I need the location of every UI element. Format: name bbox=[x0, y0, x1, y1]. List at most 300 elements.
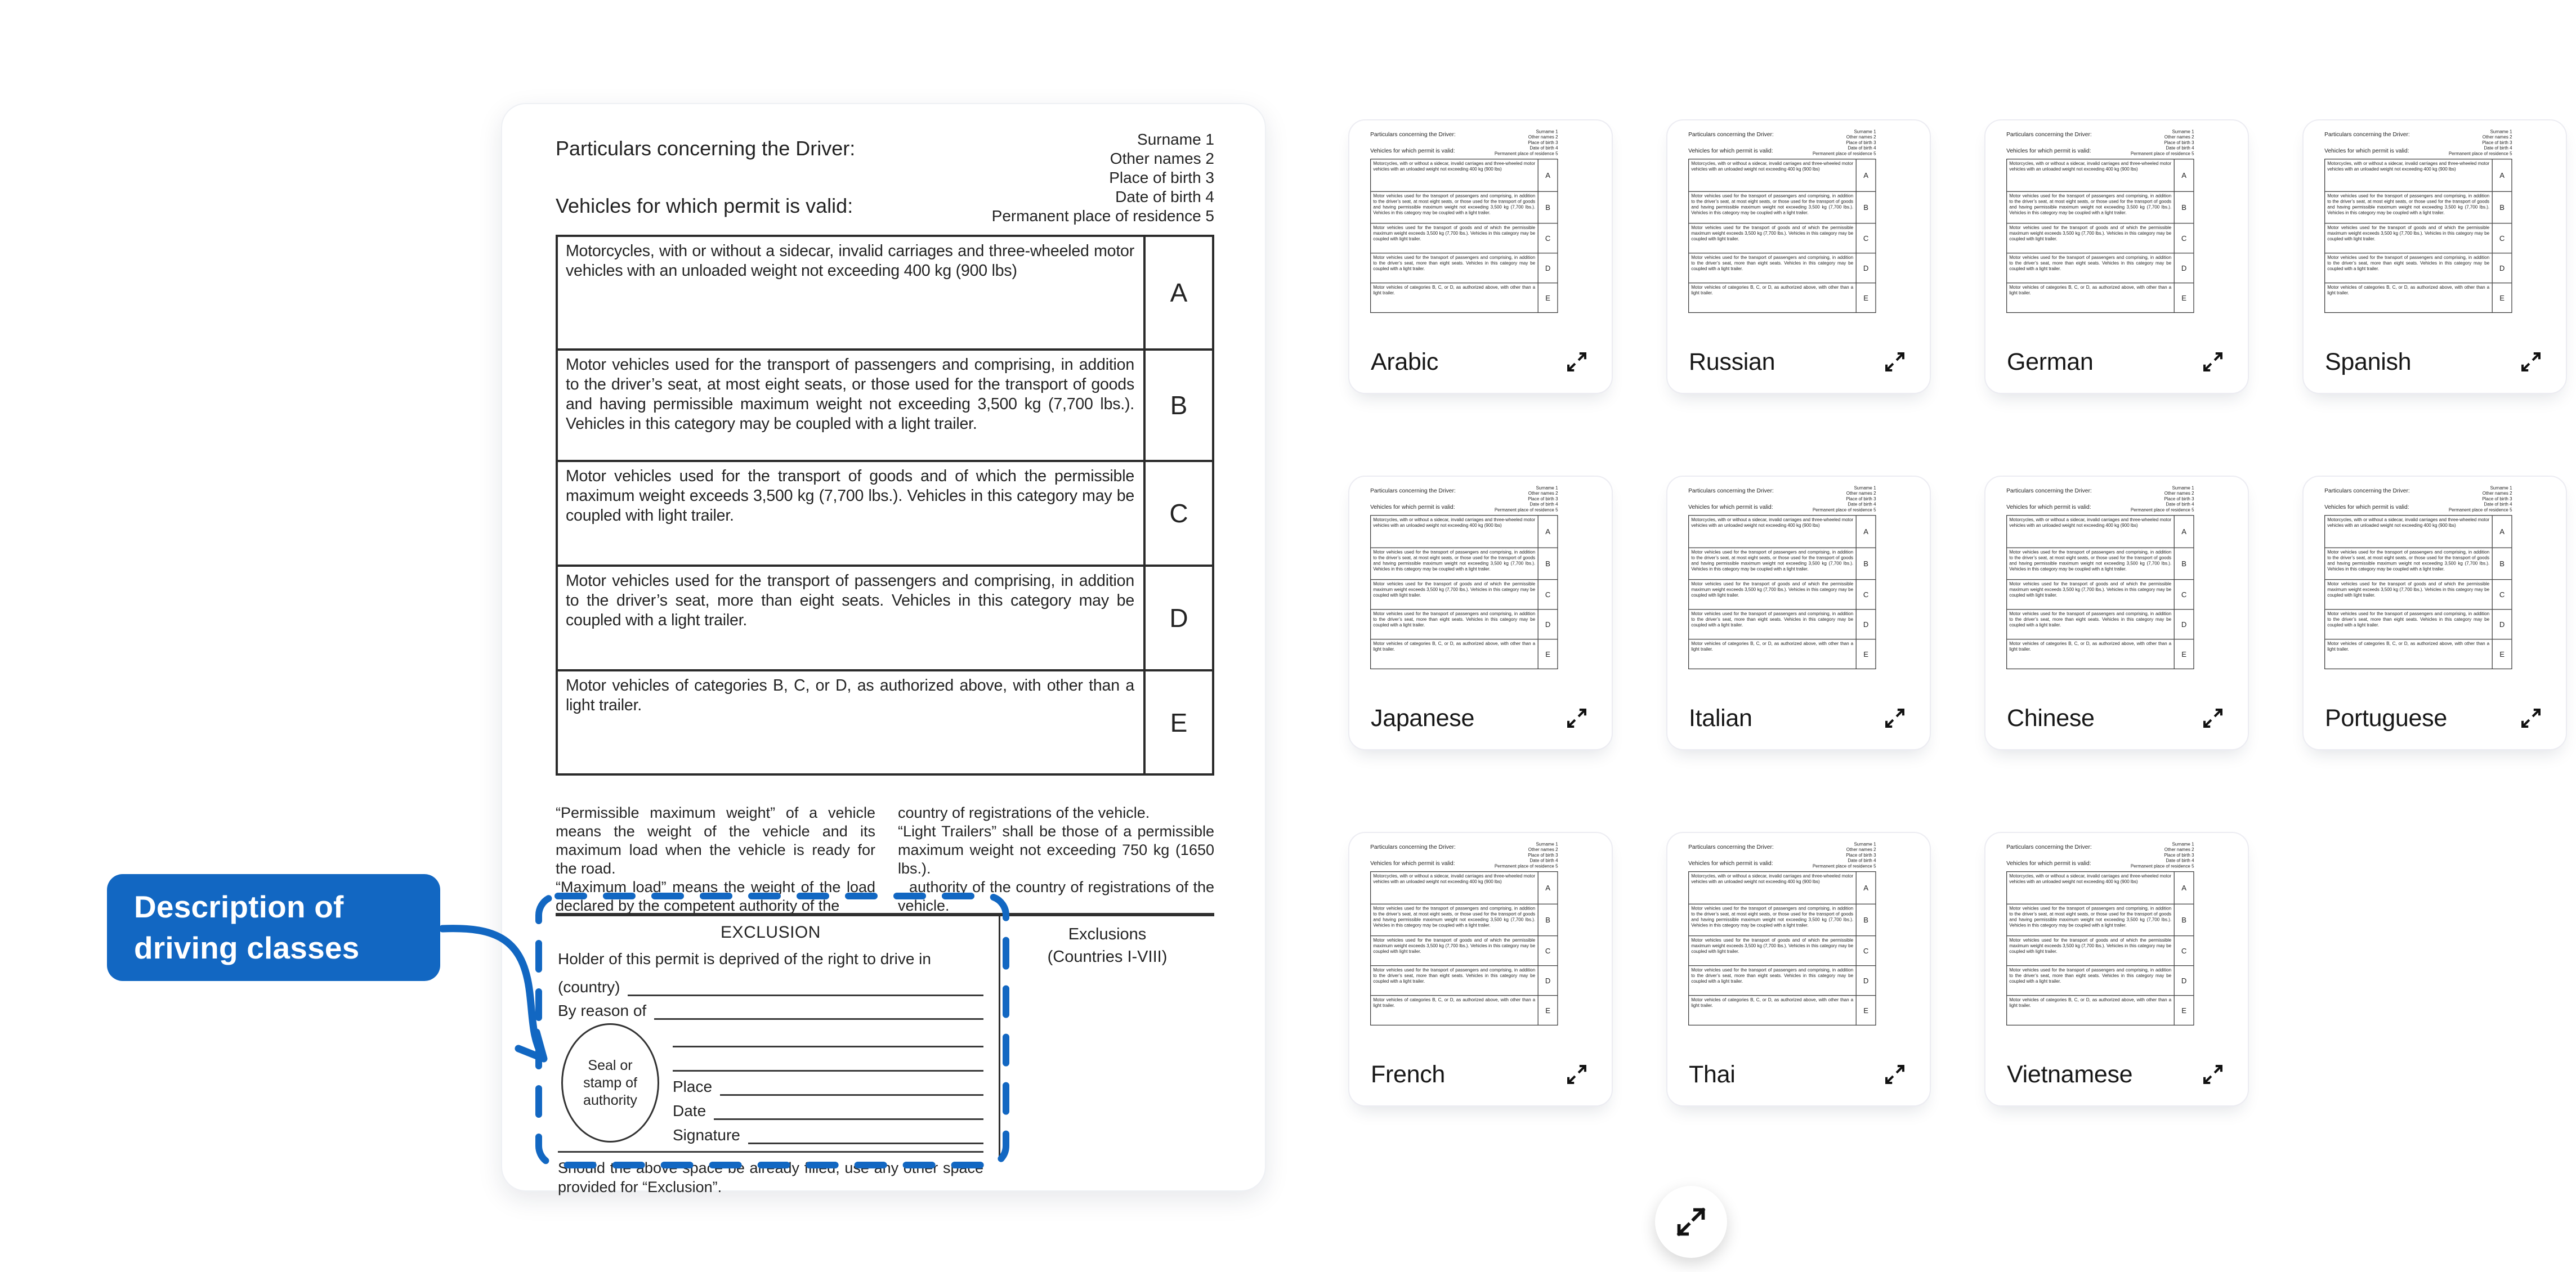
table-row bbox=[1689, 516, 1875, 548]
doc-field-surname: Surname 1 bbox=[1854, 841, 1876, 847]
translation-thumbnail bbox=[1991, 478, 2243, 676]
doc-field-surname: Surname 1 bbox=[2172, 129, 2194, 135]
vehicle-classes-table bbox=[1688, 515, 1876, 669]
translation-thumbnail bbox=[1355, 834, 1607, 1032]
class-description: Motor vehicles used for the transport of passengers and comprising, in addition to the driver’s seat, at most eight seats, or those used for the transport of goods and having permissible maximum weight not exceeding 3,500 kg (7,700 lbs.). Vehicles in this category may be coupled with a light trailer. bbox=[2009, 906, 2172, 928]
doc-field-place-of-birth: Place of birth 3 bbox=[1528, 496, 1558, 501]
doc-field-residence: Permanent place of residence 5 bbox=[1812, 863, 1876, 868]
place-row bbox=[673, 1072, 983, 1096]
class-letter: D bbox=[1538, 253, 1558, 283]
thumbnail-document bbox=[1355, 478, 1572, 676]
expand-translation-button[interactable] bbox=[2197, 702, 2229, 734]
doc-title-vehicles: Vehicles for which permit is valid: bbox=[556, 194, 853, 217]
translation-label: Arabic bbox=[1371, 348, 1439, 375]
class-letter: D bbox=[1538, 966, 1558, 995]
doc-header-fields bbox=[1813, 485, 1876, 512]
table-row bbox=[2007, 639, 2193, 669]
doc-field-place-of-birth: Place of birth 3 bbox=[1528, 140, 1558, 145]
translation-label: Portuguese bbox=[2325, 704, 2447, 732]
class-letter: C bbox=[1538, 223, 1558, 253]
translation-card-italian[interactable] bbox=[1666, 476, 1931, 750]
table-row bbox=[1689, 192, 1875, 223]
expand-icon bbox=[1564, 1062, 1590, 1087]
class-description: Motor vehicles used for the transport of passengers and comprising, in addition to the driver’s seat, at most eight seats, or those used for the transport of goods and having permissible maximum weight not exceeding 3,500 kg (7,700 lbs.). Vehicles in this category may be coupled with a light trailer. bbox=[2327, 549, 2490, 572]
class-letter: D bbox=[1856, 966, 1876, 995]
blank-line bbox=[673, 1029, 983, 1047]
doc-field-surname: Surname 1 bbox=[2172, 485, 2194, 491]
class-description: Motor vehicles used for the transport of goods and of which the permissible maximum weight exceeds 3,500 kg (7,700 lbs.). Vehicles in this category may be coupled with light trailer. bbox=[2327, 581, 2490, 598]
translation-card-thai[interactable] bbox=[1666, 832, 1931, 1107]
table-row bbox=[2007, 548, 2193, 580]
signature-row bbox=[673, 1120, 983, 1144]
expand-icon bbox=[2200, 705, 2226, 731]
class-description: Motorcycles, with or without a sidecar, invalid carriages and three-wheeled motor vehicles with an unloaded weight not exceeding 400 kg (900 lbs) bbox=[2009, 160, 2172, 172]
class-description: Motor vehicles used for the transport of passengers and comprising, in addition to the driver’s seat, at most eight seats, or those used for the transport of goods and having permissible maximum weight not exceeding 3,500 kg (7,700 lbs.). Vehicles in this category may be coupled with a light trailer. bbox=[2327, 193, 2490, 216]
doc-title-vehicles: Vehicles for which permit is valid: bbox=[2324, 503, 2409, 510]
doc-title-particulars: Particulars concerning the Driver: bbox=[1370, 487, 1456, 494]
class-description: Motor vehicles of categories B, C, or D, as authorized above, with other than a light trailer. bbox=[1373, 284, 1536, 295]
class-letter: E bbox=[1538, 639, 1558, 669]
class-description: Motor vehicles of categories B, C, or D, as authorized above, with other than a light trailer. bbox=[1373, 997, 1536, 1008]
exclusion-holder-line: Holder of this permit is deprived of the right to drive in bbox=[558, 950, 931, 968]
doc-field-date-of-birth: Date of birth 4 bbox=[1848, 501, 1876, 507]
class-letter: E bbox=[1538, 996, 1558, 1025]
doc-field-residence: Permanent place of residence 5 bbox=[2448, 151, 2512, 156]
table-row bbox=[2007, 159, 2193, 192]
exclusion-note: Should the above space be already filled, use any other space provided for “Exclusion”. bbox=[558, 1151, 983, 1197]
blank-line-row bbox=[673, 1047, 983, 1072]
class-description: Motor vehicles of categories B, C, or D, as authorized above, with other than a light trailer. bbox=[2009, 641, 2172, 652]
doc-title-vehicles: Vehicles for which permit is valid: bbox=[1688, 859, 1773, 867]
table-row bbox=[2007, 223, 2193, 253]
class-description: Motorcycles, with or without a sidecar, invalid carriages and three-wheeled motor vehicles with an unloaded weight not exceeding 400 kg (900 lbs) bbox=[1691, 873, 1854, 884]
class-description: Motor vehicles used for the transport of goods and of which the permissible maximum weight exceeds 3,500 kg (7,700 lbs.). Vehicles in this category may be coupled with light trailer. bbox=[566, 467, 1134, 525]
date-row bbox=[673, 1096, 983, 1120]
class-letter: A bbox=[1538, 516, 1558, 547]
doc-field-place-of-birth: Place of birth 3 bbox=[2482, 496, 2512, 501]
table-row bbox=[1371, 996, 1557, 1025]
date-blank-line bbox=[714, 1101, 983, 1120]
thumbnail-document bbox=[1991, 478, 2208, 676]
doc-title-vehicles: Vehicles for which permit is valid: bbox=[1370, 503, 1455, 510]
class-letter: D bbox=[1538, 610, 1558, 639]
translation-thumbnail bbox=[1991, 122, 2243, 320]
doc-field-other-names: Other names 2 bbox=[1528, 491, 1558, 496]
class-description: Motor vehicles used for the transport of goods and of which the permissible maximum weight exceeds 3,500 kg (7,700 lbs.). Vehicles in this category may be coupled with light trailer. bbox=[2009, 581, 2172, 598]
class-description: Motor vehicles used for the transport of passengers and comprising, in addition to the driver’s seat, at most eight seats, or those used for the transport of goods and having permissible maximum weight not exceeding 3,500 kg (7,700 lbs.). Vehicles in this category may be coupled with a light trailer. bbox=[1691, 193, 1854, 216]
thumb-footer bbox=[2007, 1058, 2229, 1091]
translation-thumbnail bbox=[2309, 122, 2561, 320]
doc-field-place-of-birth: Place of birth 3 bbox=[2164, 852, 2194, 858]
thumb-footer bbox=[1371, 346, 1593, 378]
class-description: Motor vehicles of categories B, C, or D, as authorized above, with other than a light trailer. bbox=[2009, 284, 2172, 295]
doc-title-particulars: Particulars concerning the Driver: bbox=[556, 137, 856, 160]
reason-label: By reason of bbox=[558, 1002, 647, 1019]
expand-translation-button[interactable] bbox=[2197, 1059, 2229, 1090]
definition-maximum-load: “Maximum load” means the weight of the load declared by the competent authority of the bbox=[556, 879, 875, 914]
table-row bbox=[2325, 580, 2511, 610]
doc-field-residence: Permanent place of residence 5 bbox=[1494, 863, 1558, 868]
seal-line: stamp of bbox=[583, 1074, 637, 1091]
doc-field-surname: Surname 1 bbox=[1137, 131, 1214, 148]
class-letter: C bbox=[2174, 223, 2194, 253]
thumb-footer bbox=[2325, 346, 2547, 378]
class-description: Motor vehicles used for the transport of passengers and comprising, in addition to the driver’s seat, at most eight seats, or those used for the transport of goods and having permissible maximum weight not exceeding 3,500 kg (7,700 lbs.). Vehicles in this category may be coupled with a light trailer. bbox=[2009, 193, 2172, 216]
class-description: Motor vehicles used for the transport of goods and of which the permissible maximum weight exceeds 3,500 kg (7,700 lbs.). Vehicles in this category may be coupled with light trailer. bbox=[1691, 581, 1854, 598]
doc-field-date-of-birth: Date of birth 4 bbox=[2166, 858, 2194, 863]
doc-title-vehicles: Vehicles for which permit is valid: bbox=[1370, 147, 1455, 154]
translation-card-portuguese[interactable] bbox=[2302, 476, 2567, 750]
table-row bbox=[2007, 904, 2193, 936]
doc-header-fields bbox=[2131, 841, 2194, 868]
definition-permissible-weight: “Permissible maximum weight” of a vehicle means the weight of the vehicle and its maximum load when the vehicle is ready for the road. bbox=[556, 804, 875, 877]
class-description: Motor vehicles used for the transport of goods and of which the permissible maximum weight exceeds 3,500 kg (7,700 lbs.). Vehicles in this category may be coupled with light trailer. bbox=[2009, 225, 2172, 241]
reason-blank-line bbox=[654, 1001, 983, 1020]
doc-title-particulars: Particulars concerning the Driver: bbox=[1688, 487, 1774, 494]
thumb-footer bbox=[1689, 702, 1911, 734]
expand-icon bbox=[1882, 1062, 1908, 1087]
class-letter: C bbox=[1538, 580, 1558, 609]
class-letter: D bbox=[2492, 253, 2512, 283]
expand-document-button[interactable] bbox=[1655, 1186, 1727, 1258]
class-letter: C bbox=[1143, 462, 1212, 565]
table-row bbox=[2007, 253, 2193, 283]
thumb-footer bbox=[2007, 702, 2229, 734]
exclusion-country-row bbox=[558, 974, 983, 996]
doc-field-surname: Surname 1 bbox=[1854, 129, 1876, 135]
thumbnail-document bbox=[1673, 834, 1890, 1032]
doc-header-fields bbox=[992, 130, 1214, 226]
expand-translation-button[interactable] bbox=[2515, 702, 2547, 734]
class-letter: A bbox=[1143, 237, 1212, 348]
doc-field-residence: Permanent place of residence 5 bbox=[991, 207, 1214, 225]
class-description: Motor vehicles used for the transport of passengers and comprising, in addition to the driver’s seat, more than eight seats. Vehicles in this category may be coupled with a light trailer. bbox=[1691, 611, 1854, 628]
doc-field-place-of-birth: Place of birth 3 bbox=[2164, 140, 2194, 145]
doc-title-particulars: Particulars concerning the Driver: bbox=[2006, 487, 2092, 494]
table-row bbox=[1371, 966, 1557, 996]
vehicle-classes-table bbox=[1688, 159, 1876, 313]
expand-icon bbox=[1672, 1203, 1710, 1240]
translation-label: Thai bbox=[1689, 1060, 1736, 1088]
class-letter: C bbox=[1856, 936, 1876, 965]
class-description: Motor vehicles used for the transport of passengers and comprising, in addition to the driver’s seat, at most eight seats, or those used for the transport of goods and having permissible maximum weight not exceeding 3,500 kg (7,700 lbs.). Vehicles in this category may be coupled with a light trailer. bbox=[1691, 906, 1854, 928]
class-letter: A bbox=[2492, 159, 2512, 191]
translation-label: Vietnamese bbox=[2007, 1060, 2133, 1088]
translation-card-vietnamese[interactable] bbox=[1984, 832, 2249, 1107]
class-letter: E bbox=[2174, 996, 2194, 1025]
vehicle-classes-table bbox=[2006, 871, 2194, 1025]
class-letter: C bbox=[2174, 936, 2194, 965]
vehicle-classes-table bbox=[1370, 159, 1558, 313]
class-description: Motor vehicles of categories B, C, or D, as authorized above, with other than a light trailer. bbox=[1373, 641, 1536, 652]
class-letter: E bbox=[2174, 639, 2194, 669]
class-letter: A bbox=[1856, 872, 1876, 903]
doc-field-other-names: Other names 2 bbox=[2164, 847, 2194, 852]
class-description: Motor vehicles used for the transport of goods and of which the permissible maximum weight exceeds 3,500 kg (7,700 lbs.). Vehicles in this category may be coupled with light trailer. bbox=[1373, 937, 1536, 954]
class-letter: E bbox=[2492, 283, 2512, 312]
translation-label: Japanese bbox=[1371, 704, 1475, 732]
callout-text-line: driving classes bbox=[134, 930, 360, 965]
class-description: Motor vehicles used for the transport of passengers and comprising, in addition to the driver’s seat, at most eight seats, or those used for the transport of goods and having permissible maximum weight not exceeding 3,500 kg (7,700 lbs.). Vehicles in this category may be coupled with a light trailer. bbox=[1373, 549, 1536, 572]
doc-field-place-of-birth: Place of birth 3 bbox=[1846, 496, 1876, 501]
table-row bbox=[2325, 253, 2511, 283]
doc-title-particulars: Particulars concerning the Driver: bbox=[1688, 131, 1774, 138]
table-row bbox=[1689, 580, 1875, 610]
doc-field-place-of-birth: Place of birth 3 bbox=[1528, 852, 1558, 858]
table-row bbox=[2325, 548, 2511, 580]
table-row bbox=[1371, 516, 1557, 548]
class-description: Motor vehicles used for the transport of passengers and comprising, in addition to the driver’s seat, at most eight seats, or those used for the transport of goods and having permissible maximum weight not exceeding 3,500 kg (7,700 lbs.). Vehicles in this category may be coupled with a light trailer. bbox=[1691, 549, 1854, 572]
doc-header-fields bbox=[1813, 841, 1876, 868]
doc-title-particulars: Particulars concerning the Driver: bbox=[1688, 843, 1774, 850]
class-description: Motor vehicles used for the transport of goods and of which the permissible maximum weight exceeds 3,500 kg (7,700 lbs.). Vehicles in this category may be coupled with light trailer. bbox=[1691, 937, 1854, 954]
translation-label: Italian bbox=[1689, 704, 1752, 732]
doc-field-date-of-birth: Date of birth 4 bbox=[2484, 501, 2512, 507]
doc-field-residence: Permanent place of residence 5 bbox=[2130, 507, 2194, 512]
expand-translation-button[interactable] bbox=[1879, 1059, 1911, 1090]
table-row bbox=[1371, 253, 1557, 283]
doc-field-place-of-birth: Place of birth 3 bbox=[2482, 140, 2512, 145]
class-description: Motorcycles, with or without a sidecar, invalid carriages and three-wheeled motor vehicles with an unloaded weight not exceeding 400 kg (900 lbs) bbox=[1373, 160, 1536, 172]
class-description: Motor vehicles used for the transport of passengers and comprising, in addition to the driver’s seat, at most eight seats, or those used for the transport of goods and having permissible maximum weight not exceeding 3,500 kg (7,700 lbs.). Vehicles in this category may be coupled with a light trailer. bbox=[566, 356, 1134, 433]
table-row bbox=[1371, 283, 1557, 312]
class-letter: D bbox=[2174, 966, 2194, 995]
doc-field-other-names: Other names 2 bbox=[1846, 847, 1876, 852]
thumb-footer bbox=[1689, 346, 1911, 378]
class-description: Motor vehicles used for the transport of goods and of which the permissible maximum weight exceeds 3,500 kg (7,700 lbs.). Vehicles in this category may be coupled with light trailer. bbox=[2009, 937, 2172, 954]
seal-block bbox=[558, 1023, 983, 1144]
doc-field-date-of-birth: Date of birth 4 bbox=[2166, 501, 2194, 507]
doc-field-surname: Surname 1 bbox=[2490, 129, 2512, 135]
doc-field-other-names: Other names 2 bbox=[1846, 491, 1876, 496]
table-row bbox=[1371, 904, 1557, 936]
table-row bbox=[2007, 966, 2193, 996]
class-description: Motor vehicles used for the transport of goods and of which the permissible maximum weight exceeds 3,500 kg (7,700 lbs.). Vehicles in this category may be coupled with light trailer. bbox=[2327, 225, 2490, 241]
class-description: Motor vehicles used for the transport of passengers and comprising, in addition to the driver’s seat, more than eight seats. Vehicles in this category may be coupled with a light trailer. bbox=[2009, 254, 2172, 271]
class-description: Motor vehicles used for the transport of goods and of which the permissible maximum weight exceeds 3,500 kg (7,700 lbs.). Vehicles in this category may be coupled with light trailer. bbox=[1373, 581, 1536, 598]
vehicle-classes-table bbox=[1370, 871, 1558, 1025]
class-letter: A bbox=[1538, 872, 1558, 903]
table-row bbox=[1371, 192, 1557, 223]
doc-field-surname: Surname 1 bbox=[1536, 129, 1558, 135]
table-row bbox=[2325, 516, 2511, 548]
doc-field-residence: Permanent place of residence 5 bbox=[1812, 151, 1876, 156]
expand-translation-button[interactable] bbox=[2197, 346, 2229, 378]
class-letter: D bbox=[1856, 253, 1876, 283]
doc-header-fields bbox=[1495, 129, 1558, 156]
class-description: Motorcycles, with or without a sidecar, invalid carriages and three-wheeled motor vehicles with an unloaded weight not exceeding 400 kg (900 lbs) bbox=[566, 242, 1134, 280]
class-letter: D bbox=[1856, 610, 1876, 639]
table-row bbox=[1371, 580, 1557, 610]
translation-card-russian[interactable] bbox=[1666, 119, 1931, 394]
class-description: Motor vehicles used for the transport of passengers and comprising, in addition to the driver’s seat, at most eight seats, or those used for the transport of goods and having permissible maximum weight not exceeding 3,500 kg (7,700 lbs.). Vehicles in this category may be coupled with a light trailer. bbox=[1373, 906, 1536, 928]
class-letter: D bbox=[2492, 610, 2512, 639]
thumbnail-document bbox=[2309, 122, 2526, 320]
class-description: Motor vehicles used for the transport of passengers and comprising, in addition to the driver’s seat, more than eight seats. Vehicles in this category may be coupled with a light trailer. bbox=[1691, 254, 1854, 271]
table-row bbox=[2325, 283, 2511, 312]
translation-thumbnail bbox=[1673, 834, 1925, 1032]
table-row bbox=[2007, 872, 2193, 904]
doc-title-particulars: Particulars concerning the Driver: bbox=[2324, 131, 2410, 138]
table-row bbox=[2007, 936, 2193, 966]
expand-translation-button[interactable] bbox=[1879, 346, 1911, 378]
class-letter: A bbox=[2174, 159, 2194, 191]
class-letter: D bbox=[1143, 567, 1212, 669]
class-letter: C bbox=[2492, 580, 2512, 609]
exclusion-left-column bbox=[556, 916, 999, 1197]
translation-thumbnail bbox=[1673, 478, 1925, 676]
table-row bbox=[1689, 904, 1875, 936]
exclusions-countries-title: Exclusions bbox=[1068, 925, 1147, 943]
doc-field-surname: Surname 1 bbox=[1536, 485, 1558, 491]
class-description: Motor vehicles of categories B, C, or D, as authorized above, with other than a light trailer. bbox=[2009, 997, 2172, 1008]
doc-field-date-of-birth: Date of birth 4 bbox=[1848, 145, 1876, 151]
seal-line: authority bbox=[583, 1092, 637, 1108]
translation-label: Chinese bbox=[2007, 704, 2095, 732]
class-letter: C bbox=[1856, 580, 1876, 609]
class-letter: E bbox=[1856, 996, 1876, 1025]
doc-header-fields bbox=[1813, 129, 1876, 156]
doc-title-vehicles: Vehicles for which permit is valid: bbox=[2006, 503, 2091, 510]
vehicle-classes-table bbox=[2006, 515, 2194, 669]
expand-translation-button[interactable] bbox=[1561, 1059, 1593, 1090]
table-row bbox=[1689, 283, 1875, 312]
permit-preview-card bbox=[501, 103, 1266, 1195]
table-row bbox=[1371, 548, 1557, 580]
table-row bbox=[1689, 610, 1875, 639]
class-description: Motor vehicles used for the transport of passengers and comprising, in addition to the driver’s seat, more than eight seats. Vehicles in this category may be coupled with a light trailer. bbox=[1373, 611, 1536, 628]
thumb-footer bbox=[2007, 346, 2229, 378]
doc-title-particulars: Particulars concerning the Driver: bbox=[2324, 487, 2410, 494]
translation-card-arabic[interactable] bbox=[1348, 119, 1613, 394]
class-letter: A bbox=[1538, 159, 1558, 191]
table-row bbox=[1689, 966, 1875, 996]
class-description: Motorcycles, with or without a sidecar, invalid carriages and three-wheeled motor vehicles with an unloaded weight not exceeding 400 kg (900 lbs) bbox=[2327, 517, 2490, 528]
doc-header-fields bbox=[2131, 485, 2194, 512]
callout-text-line: Description of bbox=[134, 889, 344, 924]
doc-title-vehicles: Vehicles for which permit is valid: bbox=[2006, 859, 2091, 867]
class-description: Motor vehicles of categories B, C, or D, as authorized above, with other than a light trailer. bbox=[1691, 641, 1854, 652]
class-description: Motorcycles, with or without a sidecar, invalid carriages and three-wheeled motor vehicles with an unloaded weight not exceeding 400 kg (900 lbs) bbox=[2327, 160, 2490, 172]
definition-light-trailers: “Light Trailers” shall be those of a permissible maximum weight not exceeding 750 kg (1650 lbs.). bbox=[898, 823, 1214, 877]
definitions-right-column bbox=[898, 804, 1214, 915]
doc-field-other-names: Other names 2 bbox=[2164, 491, 2194, 496]
translation-card-german[interactable] bbox=[1984, 119, 2249, 394]
table-row bbox=[2325, 610, 2511, 639]
class-description: Motor vehicles used for the transport of passengers and comprising, in addition to the driver’s seat, more than eight seats. Vehicles in this category may be coupled with a light trailer. bbox=[1691, 967, 1854, 984]
class-letter: A bbox=[2174, 872, 2194, 903]
class-description: Motorcycles, with or without a sidecar, invalid carriages and three-wheeled motor vehicles with an unloaded weight not exceeding 400 kg (900 lbs) bbox=[1691, 517, 1854, 528]
table-row bbox=[1371, 639, 1557, 669]
class-letter: C bbox=[1856, 223, 1876, 253]
class-description: Motor vehicles of categories B, C, or D, as authorized above, with other than a light trailer. bbox=[566, 677, 1134, 714]
table-row bbox=[2325, 159, 2511, 192]
class-letter: B bbox=[2492, 548, 2512, 579]
blank-line bbox=[673, 1053, 983, 1072]
doc-field-residence: Permanent place of residence 5 bbox=[2130, 151, 2194, 156]
class-letter: E bbox=[2174, 283, 2194, 312]
translation-card-japanese[interactable] bbox=[1348, 476, 1613, 750]
doc-field-date-of-birth: Date of birth 4 bbox=[1530, 858, 1558, 863]
class-letter: B bbox=[1143, 351, 1212, 460]
class-letter: D bbox=[2174, 253, 2194, 283]
translation-label: German bbox=[2007, 348, 2094, 375]
class-description: Motor vehicles used for the transport of passengers and comprising, in addition to the driver’s seat, more than eight seats. Vehicles in this category may be coupled with a light trailer. bbox=[2009, 611, 2172, 628]
table-row bbox=[1689, 936, 1875, 966]
expand-translation-button[interactable] bbox=[1879, 702, 1911, 734]
table-row bbox=[1689, 872, 1875, 904]
expand-translation-button[interactable] bbox=[1561, 702, 1593, 734]
doc-header-fields bbox=[2449, 485, 2512, 512]
table-row bbox=[558, 237, 1212, 351]
table-row bbox=[558, 567, 1212, 671]
table-row bbox=[1689, 639, 1875, 669]
doc-title-vehicles: Vehicles for which permit is valid: bbox=[2324, 147, 2409, 154]
class-letter: C bbox=[2492, 223, 2512, 253]
thumb-footer bbox=[1689, 1058, 1911, 1091]
expand-icon bbox=[1882, 705, 1908, 731]
table-row bbox=[1689, 223, 1875, 253]
table-row bbox=[2325, 639, 2511, 669]
doc-field-residence: Permanent place of residence 5 bbox=[1494, 151, 1558, 156]
table-row bbox=[2325, 223, 2511, 253]
doc-field-date-of-birth: Date of birth 4 bbox=[2166, 145, 2194, 151]
expand-translation-button[interactable] bbox=[2515, 346, 2547, 378]
definition-continuation: country of registrations of the vehicle. bbox=[898, 804, 1150, 821]
doc-field-residence: Permanent place of residence 5 bbox=[1494, 507, 1558, 512]
table-row bbox=[558, 671, 1212, 773]
class-letter: B bbox=[2174, 548, 2194, 579]
class-letter: B bbox=[2492, 192, 2512, 223]
translations-grid bbox=[1348, 119, 2567, 1107]
vehicle-classes-table bbox=[1688, 871, 1876, 1025]
translation-card-french[interactable] bbox=[1348, 832, 1613, 1107]
translation-card-chinese[interactable] bbox=[1984, 476, 2249, 750]
class-letter: B bbox=[1856, 548, 1876, 579]
thumbnail-document bbox=[1673, 122, 1890, 320]
permit-document bbox=[502, 104, 1265, 1195]
expand-icon bbox=[1882, 349, 1908, 375]
expand-translation-button[interactable] bbox=[1561, 346, 1593, 378]
doc-field-other-names: Other names 2 bbox=[2482, 135, 2512, 140]
translation-thumbnail bbox=[2309, 478, 2561, 676]
country-label: (country) bbox=[558, 978, 620, 996]
doc-field-other-names: Other names 2 bbox=[2164, 135, 2194, 140]
doc-field-other-names: Other names 2 bbox=[1846, 135, 1876, 140]
translation-card-spanish[interactable] bbox=[2302, 119, 2567, 394]
doc-field-residence: Permanent place of residence 5 bbox=[1812, 507, 1876, 512]
definitions-text bbox=[556, 804, 1214, 915]
doc-field-date-of-birth: Date of birth 4 bbox=[1530, 501, 1558, 507]
doc-field-other-names: Other names 2 bbox=[1528, 847, 1558, 852]
class-description: Motor vehicles of categories B, C, or D, as authorized above, with other than a light trailer. bbox=[2327, 284, 2490, 295]
blank-line-row bbox=[673, 1023, 983, 1047]
vehicle-classes-table bbox=[1370, 515, 1558, 669]
doc-field-date-of-birth: Date of birth 4 bbox=[1530, 145, 1558, 151]
translation-label: French bbox=[1371, 1060, 1446, 1088]
exclusion-right-column bbox=[1000, 923, 1214, 968]
class-letter: E bbox=[1856, 639, 1876, 669]
country-blank-line bbox=[628, 978, 983, 996]
doc-title-particulars: Particulars concerning the Driver: bbox=[2006, 843, 2092, 850]
class-description: Motor vehicles used for the transport of passengers and comprising, in addition to the driver’s seat, more than eight seats. Vehicles in this category may be coupled with a light trailer. bbox=[1373, 254, 1536, 271]
class-description: Motorcycles, with or without a sidecar, invalid carriages and three-wheeled motor vehicles with an unloaded weight not exceeding 400 kg (900 lbs) bbox=[2009, 873, 2172, 884]
doc-field-surname: Surname 1 bbox=[1536, 841, 1558, 847]
class-description: Motor vehicles used for the transport of passengers and comprising, in addition to the driver’s seat, more than eight seats. Vehicles in this category may be coupled with a light trailer. bbox=[566, 572, 1134, 629]
table-row bbox=[1371, 936, 1557, 966]
date-label: Date bbox=[673, 1102, 706, 1119]
doc-field-place-of-birth: Place of birth 3 bbox=[2164, 496, 2194, 501]
